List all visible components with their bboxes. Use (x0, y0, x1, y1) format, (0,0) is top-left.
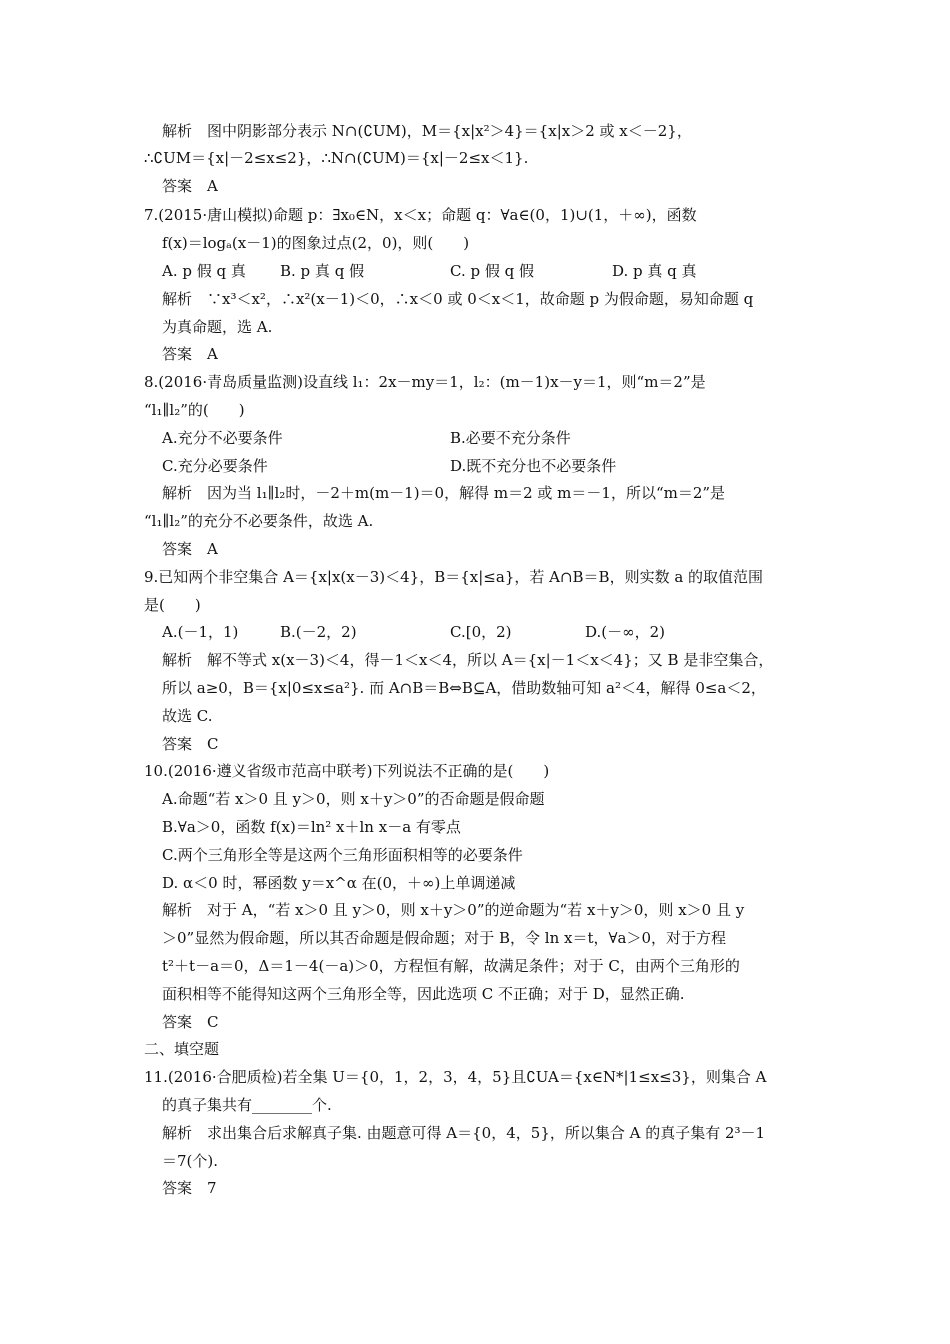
q6-answer: 答案 A (162, 177, 218, 195)
q10-option-d: D. α＜0 时，幂函数 y＝x^α 在(0，＋∞)上单调递减 (162, 874, 516, 892)
q9-analysis-line-1: 解析 解不等式 x(x－3)＜4，得－1＜x＜4，所以 A＝{x|－1＜x＜4}；又 B 是非空集合， (162, 651, 774, 669)
q7-answer: 答案 A (162, 345, 218, 363)
q7-option-d: D. p 真 q 真 (612, 262, 697, 280)
q6-analysis-line-1: 解析 图中阴影部分表示 N∩(∁UM)，M＝{x|x²＞4}＝{x|x＞2 或 x＜－2}， (162, 122, 692, 140)
q9-stem-line-2: 是( ) (144, 596, 201, 614)
q7-stem-line-1: 7.(2015·唐山模拟)命题 p：∃x₀∈N，x＜x；命题 q：∀a∈(0，1)∪(1，＋∞)，函数 (144, 206, 697, 224)
q9-option-a: A.(－1，1) (162, 623, 239, 641)
q11-stem-line-2: 的真子集共有________个. (162, 1096, 332, 1114)
q7-option-b: B. p 真 q 假 (280, 262, 365, 280)
q10-option-a: A.命题“若 x＞0 且 y＞0，则 x＋y＞0”的否命题是假命题 (162, 790, 545, 808)
q8-option-c: C.充分必要条件 (162, 457, 268, 475)
q9-stem-line-1: 9.已知两个非空集合 A＝{x|x(x－3)＜4}，B＝{x|≤a}，若 A∩B＝B，则实数 a 的取值范围 (144, 568, 764, 586)
q8-option-d: D.既不充分也不必要条件 (450, 457, 617, 475)
q10-analysis-line-1: 解析 对于 A，“若 x＞0 且 y＞0，则 x＋y＞0”的逆命题为“若 x＋y＞0，则 x＞0 且 y (162, 901, 745, 919)
q11-analysis-line-2: ＝7(个). (162, 1152, 219, 1170)
q8-option-b: B.必要不充分条件 (450, 429, 571, 447)
q6-analysis-line-2: ∴∁UM＝{x|－2≤x≤2}，∴N∩(∁UM)＝{x|－2≤x＜1}. (144, 149, 529, 167)
q11-analysis-line-1: 解析 求出集合后求解真子集. 由题意可得 A＝{0，4，5}，所以集合 A 的真子集有 2³－1 (162, 1124, 766, 1142)
q7-analysis-line-1: 解析 ∵x³＜x²，∴x²(x－1)＜0，∴x＜0 或 0＜x＜1，故命题 p 为假命题，易知命题 q (162, 290, 754, 308)
q7-option-c: C. p 假 q 假 (450, 262, 534, 280)
q7-analysis-line-2: 为真命题，选 A. (162, 318, 273, 336)
q7-option-a: A. p 假 q 真 (162, 262, 246, 280)
q7-stem-line-2: f(x)＝logₐ(x－1)的图象过点(2，0)，则( ) (162, 234, 470, 252)
q9-option-d: D.(－∞，2) (585, 623, 666, 641)
q8-stem-line-2: “l₁∥l₂”的( ) (144, 401, 245, 419)
q11-answer: 答案 7 (162, 1179, 217, 1197)
q8-option-a: A.充分不必要条件 (162, 429, 283, 447)
section-heading-fill-in: 二、填空题 (144, 1040, 220, 1058)
q9-option-c: C.[0，2) (450, 623, 512, 641)
q8-stem-line-1: 8.(2016·青岛质量监测)设直线 l₁：2x－my＝1，l₂：(m－1)x－y＝1，则“m＝2”是 (144, 373, 706, 391)
q8-analysis-line-1: 解析 因为当 l₁∥l₂时，－2＋m(m－1)＝0，解得 m＝2 或 m＝－1，所以“m＝2”是 (162, 484, 726, 502)
q10-analysis-line-4: 面积相等不能得知这两个三角形全等，因此选项 C 不正确；对于 D，显然正确. (162, 985, 685, 1003)
q9-analysis-line-2: 所以 a≥0，B＝{x|0≤x≤a²}. 而 A∩B＝B⇔B⊆A，借助数轴可知 a²＜4，解得 0≤a＜2， (162, 679, 766, 697)
q10-option-b: B.∀a＞0，函数 f(x)＝ln² x＋ln x－a 有零点 (162, 818, 461, 836)
q10-stem: 10.(2016·遵义省级市范高中联考)下列说法不正确的是( ) (144, 762, 550, 780)
q8-answer: 答案 A (162, 540, 218, 558)
q9-answer: 答案 C (162, 735, 219, 753)
q8-analysis-line-2: “l₁∥l₂”的充分不必要条件，故选 A. (144, 512, 374, 530)
q11-stem-line-1: 11.(2016·合肥质检)若全集 U＝{0，1，2，3，4，5}且∁UA＝{x∈N*|1≤x≤3}，则集合 A (144, 1068, 767, 1086)
q9-analysis-line-3: 故选 C. (162, 707, 213, 725)
q10-analysis-line-2: ＞0”显然为假命题，所以其否命题是假命题；对于 B，令 ln x＝t，∀a＞0，对于方程 (162, 929, 727, 947)
q10-option-c: C.两个三角形全等是这两个三角形面积相等的必要条件 (162, 846, 523, 864)
q10-analysis-line-3: t²＋t－a＝0，Δ＝1－4(－a)＞0，方程恒有解，故满足条件；对于 C，由两个三角形的 (162, 957, 740, 975)
q10-answer: 答案 C (162, 1013, 219, 1031)
q9-option-b: B.(－2，2) (280, 623, 357, 641)
